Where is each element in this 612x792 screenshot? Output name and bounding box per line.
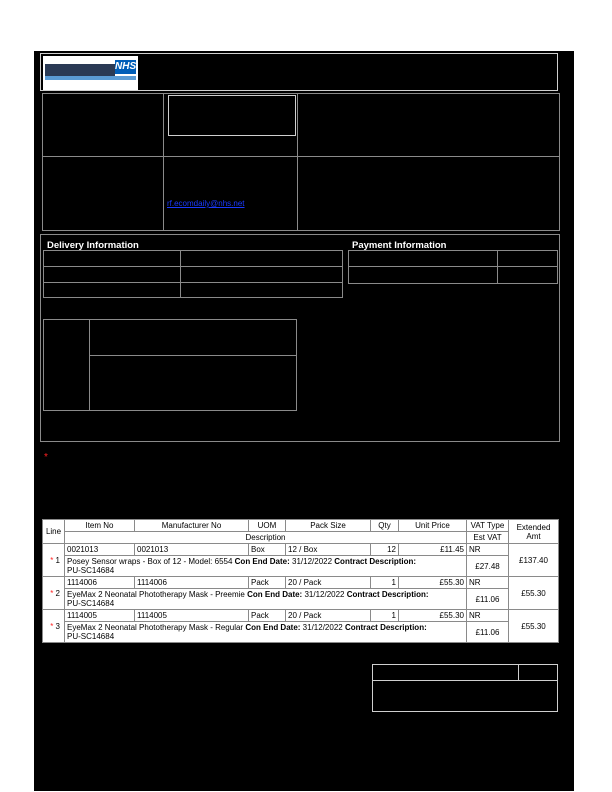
table-row-description (43, 556, 559, 577)
required-marker: * (44, 452, 48, 463)
table-row (43, 577, 559, 589)
qty-cell: 12 (371, 544, 399, 556)
col-header-vat-type: VAT Type (467, 520, 509, 532)
uom-cell: Pack (249, 577, 286, 589)
grid-divider (497, 250, 498, 284)
payment-info-title: Payment Information (352, 240, 447, 251)
grid-divider (43, 266, 343, 267)
order-info-grid (42, 93, 560, 231)
unit-price-cell: £55.30 (399, 610, 467, 622)
est-vat-cell: £27.48 (467, 556, 509, 577)
delivery-info-title: Delivery Information (47, 240, 139, 251)
payment-info-box (348, 250, 558, 284)
table-row (43, 544, 559, 556)
unit-price-cell: £11.45 (399, 544, 467, 556)
col-header-pack-size: Pack Size (286, 520, 371, 532)
line-items-table (42, 519, 559, 643)
logo-stripe (45, 76, 136, 80)
pack-size-cell: 20 / Pack (286, 610, 371, 622)
est-vat-cell: £11.06 (467, 622, 509, 643)
grid-divider (518, 664, 519, 680)
vat-type-cell: NR (467, 544, 509, 556)
description-cell: EyeMax 2 Neonatal Phototherapy Mask - Preemie Con End Date: 31/12/2022 Contract Description: PU-SC14684 (65, 589, 467, 610)
description-cell: Posey Sensor wraps - Box of 12 - Model: 6554 Con End Date: 31/12/2022 Contract Description: PU-SC14684 (65, 556, 467, 577)
uom-cell: Pack (249, 610, 286, 622)
grid-divider (43, 282, 343, 283)
pack-size-cell: 12 / Box (286, 544, 371, 556)
item-no-cell: 1114005 (65, 610, 135, 622)
item-no-cell: 1114006 (65, 577, 135, 589)
manufacturer-no-cell: 0021013 (135, 544, 249, 556)
qty-cell: 1 (371, 577, 399, 589)
col-header-line: Line (43, 520, 65, 544)
manufacturer-no-cell: 1114006 (135, 577, 249, 589)
col-header-extended-amt: Extended Amt (509, 520, 559, 544)
grid-divider (42, 156, 560, 157)
table-row-description (43, 622, 559, 643)
uom-cell: Box (249, 544, 286, 556)
pack-size-cell: 20 / Pack (286, 577, 371, 589)
grid-divider (163, 93, 164, 231)
supplier-email-link[interactable]: rf.ecomdaily@nhs.net (167, 199, 245, 208)
col-header-est-vat: Est VAT (467, 532, 509, 544)
table-row (43, 610, 559, 622)
unit-price-cell: £55.30 (399, 577, 467, 589)
grid-divider (372, 680, 558, 681)
delivery-info-box (43, 250, 343, 298)
table-header-row (43, 532, 559, 544)
col-header-unit-price: Unit Price (399, 520, 467, 532)
manufacturer-no-cell: 1114005 (135, 610, 249, 622)
grid-divider (180, 250, 181, 298)
line-number-cell: * 3 (43, 610, 65, 643)
grid-divider (89, 319, 90, 411)
col-header-qty: Qty (371, 520, 399, 532)
col-header-item-no: Item No (65, 520, 135, 532)
vat-type-cell: NR (467, 577, 509, 589)
line-number-cell: * 1 (43, 544, 65, 577)
order-number-box (168, 95, 296, 136)
est-vat-cell: £11.06 (467, 589, 509, 610)
qty-cell: 1 (371, 610, 399, 622)
description-cell: EyeMax 2 Neonatal Phototherapy Mask - Regular Con End Date: 31/12/2022 Contract Description: PU-SC14684 (65, 622, 467, 643)
extended-amt-cell: £55.30 (509, 577, 559, 610)
col-header-uom: UOM (249, 520, 286, 532)
line-number-cell: * 2 (43, 577, 65, 610)
grid-divider (297, 93, 298, 231)
address-box (43, 319, 297, 411)
table-header-row (43, 520, 559, 532)
nhs-logo (43, 56, 138, 90)
col-header-manufacturer-no: Manufacturer No (135, 520, 249, 532)
table-row-description (43, 589, 559, 610)
totals-box (372, 664, 558, 712)
vat-type-cell: NR (467, 610, 509, 622)
col-header-description: Description (65, 532, 467, 544)
item-no-cell: 0021013 (65, 544, 135, 556)
nhs-logo-text: NHS (115, 61, 137, 72)
extended-amt-cell: £55.30 (509, 610, 559, 643)
extended-amt-cell: £137.40 (509, 544, 559, 577)
grid-divider (348, 266, 558, 267)
grid-divider (89, 355, 297, 356)
